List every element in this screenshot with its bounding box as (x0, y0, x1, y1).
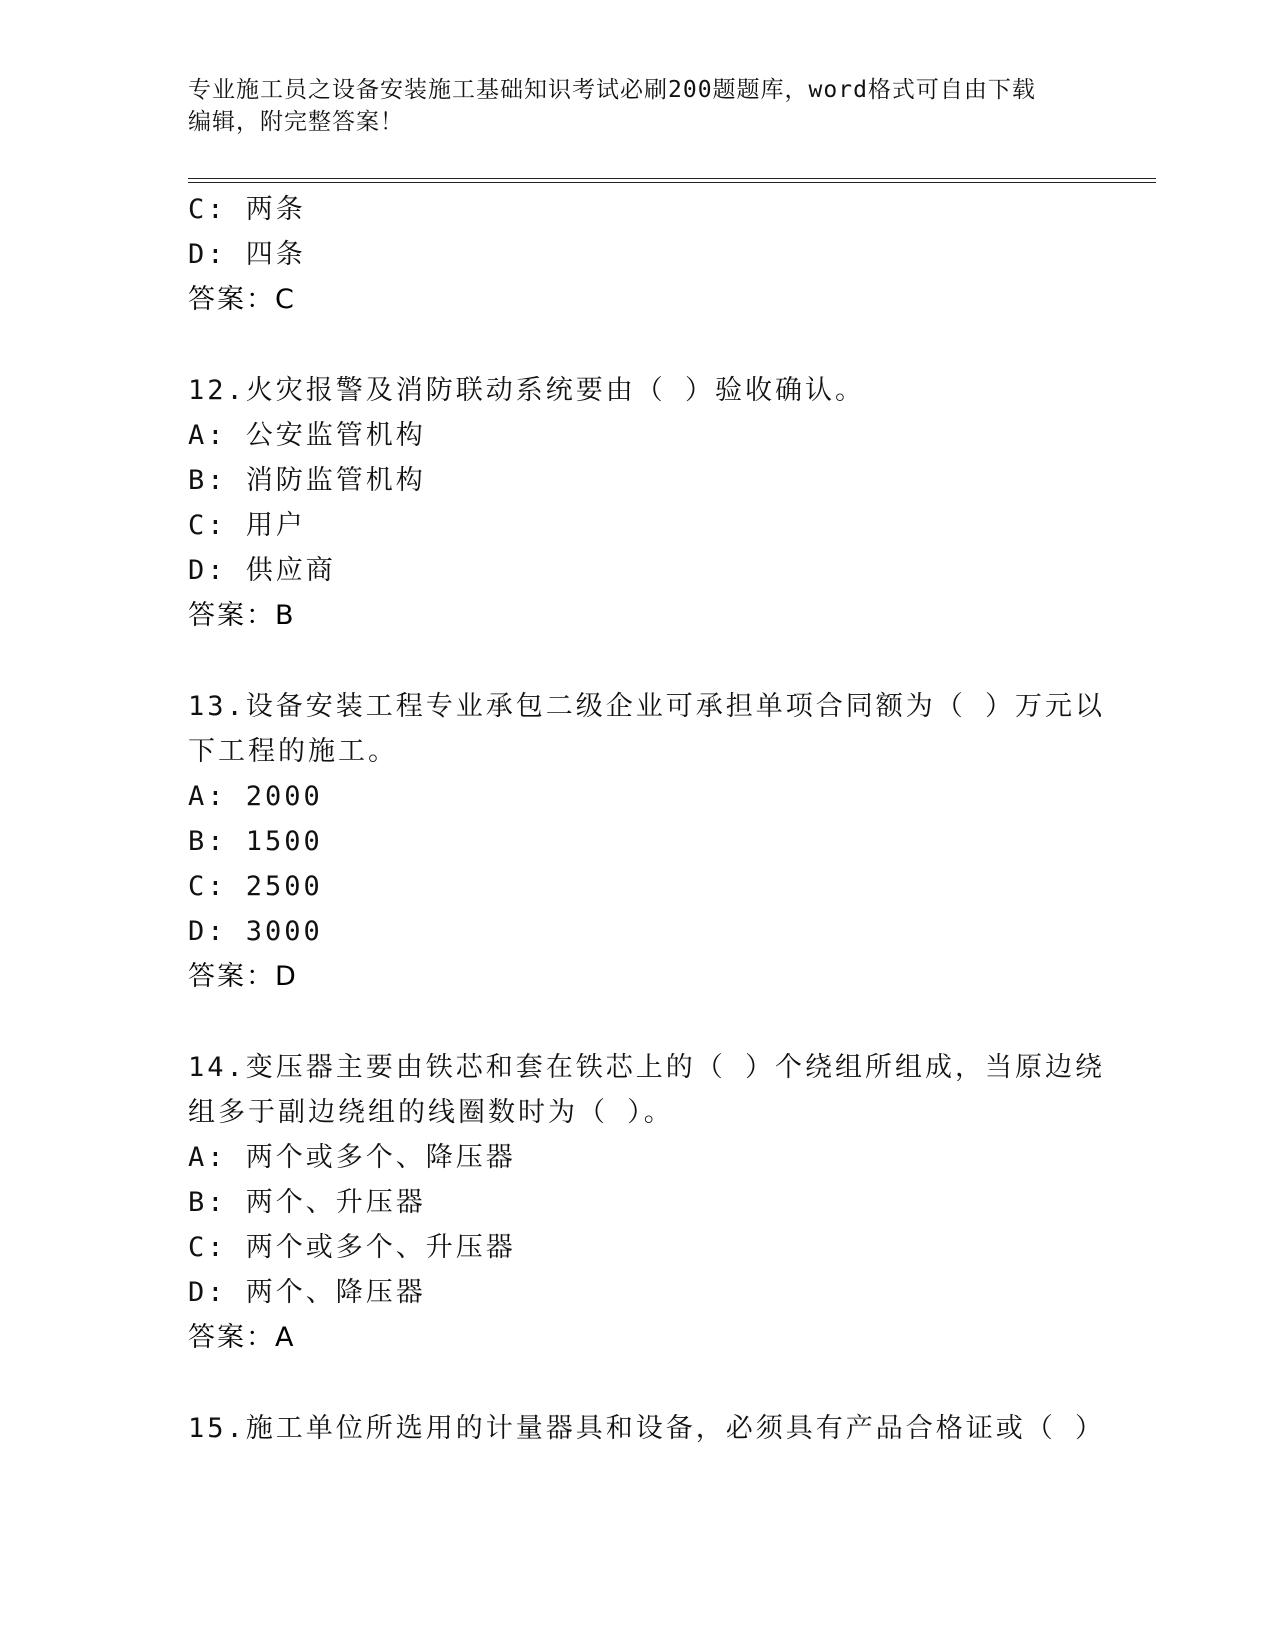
q14-option-d: D: 两个、降压器 (188, 1277, 426, 1308)
q12-option-d: D: 供应商 (188, 555, 336, 586)
q14-option-a: A: 两个或多个、降压器 (188, 1142, 516, 1173)
document-header (188, 74, 1088, 138)
q11-option-c: C: 两条 (188, 194, 306, 225)
q14-option-c: C: 两个或多个、升压器 (188, 1232, 516, 1263)
q11-option-d: D: 四条 (188, 239, 306, 270)
header-line-1: 专业施工员之设备安装施工基础知识考试必刷200题题库，word格式可自由下载 (188, 77, 1036, 103)
q14-question-line-2: 组多于副边绕组的线圈数时为（ ）。 (188, 1097, 674, 1128)
q12-question: 12.火灾报警及消防联动系统要由（ ）验收确认。 (188, 375, 866, 406)
header-line-2: 编辑，附完整答案！ (188, 109, 404, 135)
q15-question-line-1: 15.施工单位所选用的计量器具和设备，必须具有产品合格证或（ ） (188, 1413, 1106, 1444)
q13-answer: 答案：D (188, 961, 298, 992)
q12-answer: 答案：B (188, 600, 296, 631)
q13-option-b: B: 1500 (188, 826, 323, 857)
header-divider (188, 178, 1156, 183)
q13-question-line-2: 下工程的施工。 (188, 736, 398, 767)
q11-answer: 答案：C (188, 284, 296, 315)
q13-option-a: A: 2000 (188, 781, 323, 812)
q12-option-c: C: 用户 (188, 510, 306, 541)
q14-option-b: B: 两个、升压器 (188, 1187, 426, 1218)
q13-option-d: D: 3000 (188, 916, 323, 947)
q12-option-a: A: 公安监管机构 (188, 420, 426, 451)
q12-option-b: B: 消防监管机构 (188, 465, 426, 496)
q13-option-c: C: 2500 (188, 871, 323, 902)
q13-question-line-1: 13.设备安装工程专业承包二级企业可承担单项合同额为（ ）万元以 (188, 691, 1106, 722)
q14-question-line-1: 14.变压器主要由铁芯和套在铁芯上的（ ）个绕组所组成，当原边绕 (188, 1052, 1106, 1083)
q14-answer: 答案：A (188, 1322, 296, 1353)
